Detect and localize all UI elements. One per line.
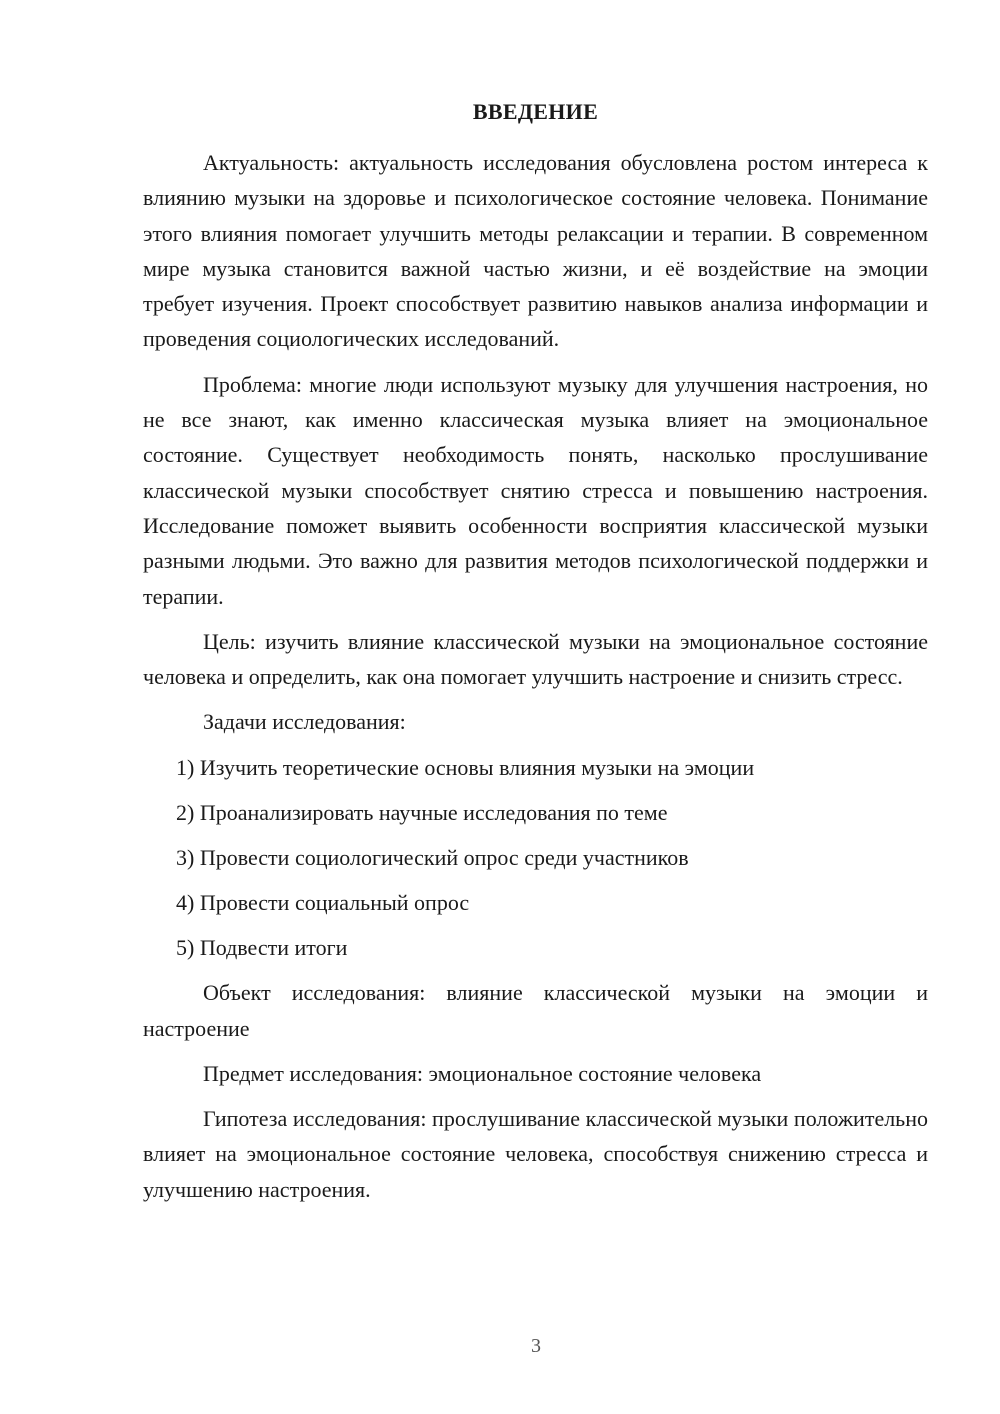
section-title: ВВЕДЕНИЕ xyxy=(472,99,599,124)
task-item: 4) Провести социальный опрос xyxy=(176,890,470,916)
task-item: 5) Подвести итоги xyxy=(176,935,348,961)
page-content xyxy=(143,98,928,1217)
goal-paragraph: Цель: изучить влияние классической музыки на эмоциональное состояние человека и определить, как она помогает улучшить настроение и снизить стресс. xyxy=(143,628,928,690)
page-number: 3 xyxy=(531,1335,541,1357)
tasks-list xyxy=(143,750,928,966)
task-item: 2) Проанализировать научные исследования по теме xyxy=(176,799,668,825)
task-item: 1) Изучить теоретические основы влияния музыки на эмоции xyxy=(176,754,755,780)
problem-paragraph: Проблема: многие люди используют музыку для улучшения настроения, но не все знают, как именно классическая музыка влияет на эмоциональное состояние. Существует необходимость понять, насколько прослушивание классической музыки способствует снятию стресса и повышению настроения. Исследование поможет выявить особенности восприятия классической музыки разными людьми. Это важно для развития методов психологической поддержки и терапии. xyxy=(143,371,928,609)
task-item: 3) Провести социологический опрос среди участников xyxy=(176,844,689,870)
object-paragraph: Объект исследования: влияние классической музыки на эмоции и настроение xyxy=(143,980,928,1041)
relevance-paragraph: Актуальность: актуальность исследования обусловлена ростом интереса к влиянию музыки на здоровье и психологическое состояние человека. Понимание этого влияния помогает улучшить методы релаксации и терапии. В современном мире музыка становится важной частью жизни, и её воздействие на эмоции требует изучения. Проект способствует развитию навыков анализа информации и проведения социологических исследований. xyxy=(143,150,928,352)
hypothesis-paragraph: Гипотеза исследования: прослушивание классической музыки положительно влияет на эмоциональное состояние человека, способствуя снижению стресса и улучшению настроения. xyxy=(143,1106,928,1202)
subject-paragraph: Предмет исследования: эмоциональное состояние человека xyxy=(203,1060,762,1086)
tasks-heading: Задачи исследования: xyxy=(203,709,406,735)
